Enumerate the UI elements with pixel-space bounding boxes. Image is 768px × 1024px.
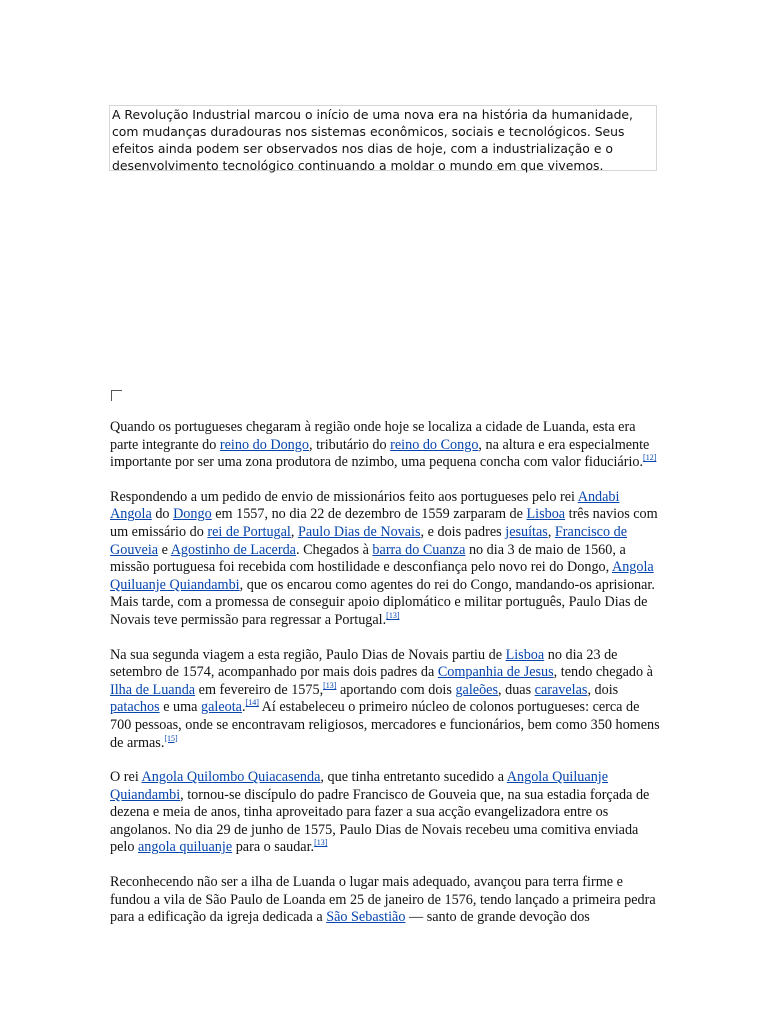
link-barra-do-cuanza[interactable]: barra do Cuanza	[372, 541, 466, 558]
paragraph-5	[110, 874, 662, 927]
text: , dois	[587, 681, 619, 698]
reference-link[interactable]: [12]	[643, 453, 657, 463]
text: , que os encarou como agentes do rei do Congo, mandando-os aprisionar. Mais tarde, com a promessa de conseguir apoio diplomático e militar português, Paulo Dias de Novais teve permissão para regressar a Portugal.	[110, 576, 655, 628]
text: , que tinha entretanto sucedido a	[320, 769, 507, 786]
link-galeota[interactable]: galeota	[201, 699, 242, 716]
paragraph-3	[110, 647, 662, 753]
text: no dia 23 de setembro de 1574, acompanhado por mais dois padres da	[110, 646, 618, 681]
intro-text: A Revolução Industrial marcou o início de uma nova era na história da humanidade, com mudanças duradouras nos sistemas econômicos, sociais e tecnológicos. Seus efeitos ainda podem ser observados nos dias de hoje, com a industrialização e o desenvolvimento tecnológico continuando a moldar o mundo em que vivemos.	[112, 107, 633, 173]
text: . Chegados à	[295, 541, 373, 558]
link-francisco-de-gouveia[interactable]: Francisco de Gouveia	[110, 523, 628, 558]
text: três navios com um emissário do	[110, 506, 658, 540]
text: , tributário do	[308, 436, 391, 453]
text: O rei	[110, 769, 142, 786]
broken-image-icon	[111, 390, 122, 401]
link-agostinho-de-lacerda[interactable]: Agostinho de Lacerda	[170, 541, 296, 558]
link-reino-do-congo[interactable]: reino do Congo	[390, 436, 479, 453]
text: para o saudar.	[232, 839, 315, 856]
link-paulo-dias-de-novais[interactable]: Paulo Dias de Novais	[297, 523, 421, 540]
link-andabi-angola[interactable]: Andabi Angola	[110, 488, 620, 523]
link-lisboa[interactable]: Lisboa	[505, 646, 545, 663]
text: no dia 3 de maio de 1560, a missão portuguesa foi recebida com hostilidade e desconfiança pelo novo rei do Dongo,	[110, 541, 626, 576]
reference-link[interactable]: [14]	[245, 698, 259, 708]
text: e uma	[159, 699, 202, 716]
text: .	[241, 699, 246, 716]
text: e	[158, 541, 171, 558]
text: Quando os portugueses chegaram à região onde hoje se localiza a cidade de Luanda, esta era parte integrante do	[110, 419, 636, 453]
link-sao-sebastiao[interactable]: São Sebastião	[326, 909, 406, 926]
text: Na sua segunda viagem a esta região, Paulo Dias de Novais partiu de	[110, 646, 506, 663]
text: , na altura e era especialmente importante por ser uma zona produtora de nzimbo, uma pequena concha com valor fiduciário.	[110, 436, 650, 471]
link-patachos[interactable]: patachos	[110, 699, 160, 716]
link-caravelas[interactable]: caravelas	[534, 681, 588, 698]
text: em 1557, no dia 22 de dezembro de 1559 zarparam de	[211, 506, 527, 523]
paragraph-4	[110, 769, 662, 857]
text: ,	[290, 523, 298, 540]
text: em fevereiro de 1575,	[195, 681, 324, 698]
link-rei-de-portugal[interactable]: rei de Portugal	[207, 523, 291, 540]
reference-link[interactable]: [15]	[164, 733, 178, 743]
text: , duas	[498, 681, 535, 698]
reference-link[interactable]: [13]	[323, 680, 337, 690]
link-companhia-de-jesus[interactable]: Companhia de Jesus	[437, 664, 554, 681]
link-dongo[interactable]: Dongo	[173, 506, 212, 523]
text: Reconhecendo não ser a ilha de Luanda o lugar mais adequado, avançou para terra firme e fundou a vila de São Paulo de Loanda em 25 de janeiro de 1576, tendo lançado a primeira pedra para a edificação da igreja dedicada a	[110, 874, 656, 926]
text: — santo de grande devoção dos	[405, 909, 590, 926]
link-ilha-de-luanda[interactable]: Ilha de Luanda	[110, 681, 196, 698]
intro-textbox	[109, 105, 657, 171]
link-jesuitas[interactable]: jesuítas	[505, 523, 548, 540]
link-angola-quiluanje-quiandambi[interactable]: Angola Quiluanje Quiandambi	[110, 769, 609, 803]
text: Aí estabeleceu o primeiro núcleo de colonos portugueses: cerca de 700 pessoas, onde se encontravam religiosos, mercadores e funcionários, bem como 350 homens de armas.	[110, 699, 660, 751]
link-angola-quilombo-quiacasenda[interactable]: Angola Quilombo Quiacasenda	[141, 769, 321, 786]
text: aportando com dois	[336, 681, 456, 698]
text: Respondendo a um pedido de envio de missionários feito aos portugueses pelo rei	[110, 488, 578, 505]
link-angola-quiluanje[interactable]: angola quiluanje	[137, 839, 233, 856]
link-galeoes[interactable]: galeões	[455, 681, 498, 698]
text: ,	[547, 523, 555, 540]
article-body	[110, 419, 662, 944]
text: , tornou-se discípulo do padre Francisco de Gouveia que, na sua estadia forçada de dezena e meia de anos, tinha aproveitado para fazer a sua acção evangelizadora entre os angolanos. No dia 29 de junho de 1575, Paulo Dias de Novais recebeu uma comitiva enviada pelo	[110, 786, 650, 856]
paragraph-2	[110, 489, 662, 630]
text: , tendo chegado à	[553, 664, 653, 681]
text: , e dois padres	[420, 523, 506, 540]
link-reino-do-dongo[interactable]: reino do Dongo	[219, 436, 309, 453]
link-angola-quiluanje-quiandambi[interactable]: Angola Quiluanje Quiandambi	[110, 559, 654, 593]
text: do	[151, 506, 174, 523]
reference-link[interactable]: [13]	[314, 838, 328, 848]
reference-link[interactable]: [13]	[386, 610, 400, 620]
paragraph-1	[110, 419, 662, 472]
link-lisboa[interactable]: Lisboa	[526, 506, 566, 523]
